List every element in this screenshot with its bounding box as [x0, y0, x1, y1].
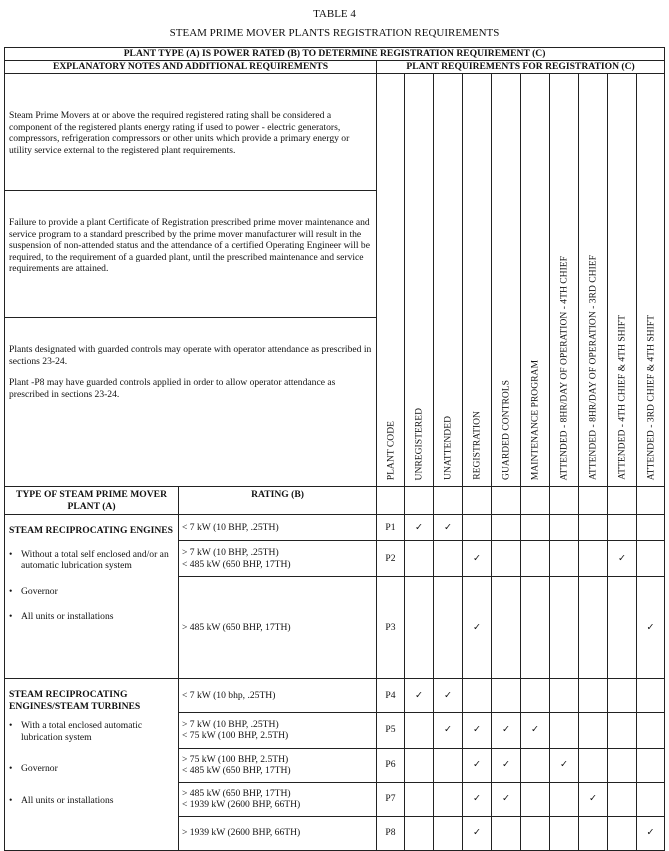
requirement-cell: [550, 679, 579, 713]
rating-value: < 7 kW (10 BHP, .25TH): [179, 515, 377, 541]
requirement-cell: [608, 679, 637, 713]
plant-code: P7: [377, 782, 405, 816]
requirement-cell: [637, 782, 665, 816]
note-4: Plant -P8 may have guarded controls applied in order to allow operator attendance as prescribed in sections 23-24.: [9, 377, 336, 400]
requirement-cell: [463, 515, 492, 541]
check-mark-icon: ✓: [588, 793, 598, 805]
col-attended-8hr-4th: ATTENDED - 8HR/DAY OF OPERATION - 4TH CHIEF: [550, 74, 579, 487]
requirement-cell: [608, 515, 637, 541]
requirement-cell: [405, 577, 434, 679]
col-maintenance-program: MAINTENANCE PROGRAM: [521, 74, 550, 487]
rating-value: > 7 kW (10 BHP, .25TH) < 485 kW (650 BHP, 17TH): [179, 541, 377, 577]
check-mark-icon: ✓: [530, 724, 540, 736]
rating-value: < 7 kW (10 bhp, .25TH): [179, 679, 377, 713]
requirement-cell: [637, 816, 665, 850]
table-row: [5, 712, 665, 748]
requirement-cell: [492, 748, 521, 782]
requirement-cell: [492, 577, 521, 679]
requirement-cell: [405, 816, 434, 850]
requirement-cell: [434, 748, 463, 782]
col-attended-4th-chief-4th-shift: ATTENDED - 4TH CHIEF & 4TH SHIFT: [608, 74, 637, 487]
note-2: Failure to provide a plant Certificate of Registration prescribed prime mover maintenance and service program to a standard prescribed by the prime mover manufacturer will result in the suspension of non-attended status and the attendance of a certified Operating Engineer will be required, to the requirement of a guarded plant, until the prescribed maintenance and service requirements are attained.: [5, 191, 376, 318]
requirement-cell: [521, 541, 550, 577]
requirement-cell: [405, 782, 434, 816]
condition-item: • Governor: [9, 763, 174, 775]
plant-type-name: STEAM RECIPROCATING ENGINES/STEAM TURBINES: [5, 679, 179, 713]
requirement-cell: [579, 515, 608, 541]
col-guarded-controls: GUARDED CONTROLS: [492, 74, 521, 487]
requirement-cell: [608, 541, 637, 577]
requirement-cell: [550, 748, 579, 782]
requirement-cell: [434, 679, 463, 713]
requirement-cell: [579, 679, 608, 713]
requirement-cell: [550, 541, 579, 577]
plant-type-conditions: [5, 712, 179, 850]
requirement-cell: [608, 577, 637, 679]
requirement-cell: [434, 515, 463, 541]
condition-item: • Without a total self enclosed and/or an automatic lubrication system: [9, 549, 174, 572]
requirement-cell: [521, 712, 550, 748]
requirement-cell: [579, 577, 608, 679]
requirement-cell: [434, 816, 463, 850]
requirement-cell: [492, 679, 521, 713]
note-3-4: [5, 318, 376, 486]
check-mark-icon: ✓: [472, 793, 482, 805]
check-mark-icon: ✓: [472, 827, 482, 839]
plant-code: P1: [377, 515, 405, 541]
col-registration: REGISTRATION: [463, 74, 492, 487]
rating-value: > 485 kW (650 BHP, 17TH) < 1939 kW (2600 BHP, 66TH): [179, 782, 377, 816]
requirement-cell: [434, 782, 463, 816]
condition-item: • Governor: [9, 586, 174, 598]
check-mark-icon: ✓: [501, 759, 511, 771]
requirement-cell: [405, 679, 434, 713]
requirement-cell: [521, 748, 550, 782]
requirement-cell: [637, 577, 665, 679]
table-row: [5, 515, 665, 541]
requirement-cell: [492, 816, 521, 850]
check-mark-icon: ✓: [472, 759, 482, 771]
table-row: [5, 541, 665, 577]
col-attended-8hr-3rd: ATTENDED - 8HR/DAY OF OPERATION - 3RD CHIEF: [579, 74, 608, 487]
check-mark-icon: ✓: [443, 724, 453, 736]
requirement-cell: [550, 577, 579, 679]
requirements-header: PLANT REQUIREMENTS FOR REGISTRATION (C): [377, 61, 665, 74]
plant-type-name: STEAM RECIPROCATING ENGINES: [5, 515, 179, 541]
requirement-cell: [637, 515, 665, 541]
rating-value: > 485 kW (650 BHP, 17TH): [179, 577, 377, 679]
table-number: TABLE 4: [313, 8, 356, 20]
requirement-cell: [405, 748, 434, 782]
rating-value: > 7 kW (10 BHP, .25TH) < 75 kW (100 BHP, 2.5TH): [179, 712, 377, 748]
note-1: Steam Prime Movers at or above the required registered rating shall be considered a component of the registered plants energy rating if used to power - electric generators, compressors, refrigeration compressors or other units which provide a primary energy or utility service external to the registered plant requirements.: [5, 74, 376, 191]
requirement-cell: [405, 515, 434, 541]
requirement-cell: [579, 782, 608, 816]
rating-value: > 75 kW (100 BHP, 2.5TH) < 485 kW (650 BHP, 17TH): [179, 748, 377, 782]
requirement-cell: [492, 541, 521, 577]
main-header: PLANT TYPE (A) IS POWER RATED (B) TO DETERMINE REGISTRATION REQUIREMENT (C): [5, 48, 665, 61]
requirement-cell: [608, 748, 637, 782]
table-title: STEAM PRIME MOVER PLANTS REGISTRATION REQUIREMENTS: [169, 27, 500, 39]
requirement-cell: [463, 816, 492, 850]
requirement-cell: [434, 577, 463, 679]
condition-item: • All units or installations: [9, 611, 174, 623]
check-mark-icon: ✓: [472, 552, 482, 564]
requirement-cell: [405, 712, 434, 748]
requirement-cell: [550, 782, 579, 816]
col-unattended: UNATTENDED: [434, 74, 463, 487]
registration-table: [4, 47, 665, 851]
note-3: Plants designated with guarded controls may operate with operator attendance as prescribed in sections 23-24.: [9, 344, 372, 367]
requirement-cell: [463, 577, 492, 679]
check-mark-icon: ✓: [501, 793, 511, 805]
requirement-cell: [434, 712, 463, 748]
rating-value: > 1939 kW (2600 BHP, 66TH): [179, 816, 377, 850]
requirement-cell: [637, 748, 665, 782]
requirement-cell: [492, 712, 521, 748]
plant-code: P5: [377, 712, 405, 748]
rating-header: RATING (B): [179, 487, 377, 515]
check-mark-icon: ✓: [472, 621, 482, 633]
requirement-cell: [492, 782, 521, 816]
requirement-cell: [608, 816, 637, 850]
requirement-cell: [521, 515, 550, 541]
requirement-cell: [608, 782, 637, 816]
requirement-cell: [434, 541, 463, 577]
requirement-cell: [637, 541, 665, 577]
check-mark-icon: ✓: [646, 827, 655, 839]
requirement-cell: [637, 679, 665, 713]
requirement-cell: [521, 679, 550, 713]
notes-cell: [5, 74, 377, 487]
plant-code: P4: [377, 679, 405, 713]
type-header: TYPE OF STEAM PRIME MOVER PLANT (A): [5, 487, 179, 515]
requirement-cell: [637, 712, 665, 748]
col-attended-3rd-chief-4th-shift: ATTENDED - 3RD CHIEF & 4TH SHIFT: [637, 74, 665, 487]
requirement-cell: [521, 577, 550, 679]
plant-code: P3: [377, 577, 405, 679]
check-mark-icon: ✓: [617, 552, 627, 564]
check-mark-icon: ✓: [443, 689, 453, 701]
check-mark-icon: ✓: [559, 759, 569, 771]
requirement-cell: [463, 782, 492, 816]
plant-code: P8: [377, 816, 405, 850]
check-mark-icon: ✓: [472, 724, 482, 736]
col-plant-code: PLANT CODE: [377, 74, 405, 487]
requirement-cell: [608, 712, 637, 748]
requirement-cell: [579, 816, 608, 850]
requirement-cell: [550, 712, 579, 748]
col-unregistered: UNREGISTERED: [405, 74, 434, 487]
requirement-cell: [550, 515, 579, 541]
plant-code: P6: [377, 748, 405, 782]
condition-item: • All units or installations: [9, 795, 174, 807]
check-mark-icon: ✓: [443, 521, 453, 533]
requirement-cell: [463, 541, 492, 577]
plant-type-conditions: [5, 541, 179, 679]
requirement-cell: [405, 541, 434, 577]
requirement-cell: [550, 816, 579, 850]
requirement-cell: [463, 748, 492, 782]
check-mark-icon: ✓: [501, 724, 511, 736]
check-mark-icon: ✓: [414, 689, 424, 701]
requirement-cell: [521, 782, 550, 816]
requirement-cell: [463, 712, 492, 748]
requirement-cell: [492, 515, 521, 541]
requirement-cell: [463, 679, 492, 713]
requirement-cell: [521, 816, 550, 850]
check-mark-icon: ✓: [646, 621, 655, 633]
requirement-cell: [579, 712, 608, 748]
condition-item: • With a total enclosed automatic lubrication system: [9, 720, 174, 743]
requirement-cell: [579, 541, 608, 577]
plant-code: P2: [377, 541, 405, 577]
notes-header: EXPLANATORY NOTES AND ADDITIONAL REQUIREMENTS: [5, 61, 377, 74]
check-mark-icon: ✓: [414, 521, 424, 533]
table-row: [5, 679, 665, 713]
requirement-cell: [579, 748, 608, 782]
